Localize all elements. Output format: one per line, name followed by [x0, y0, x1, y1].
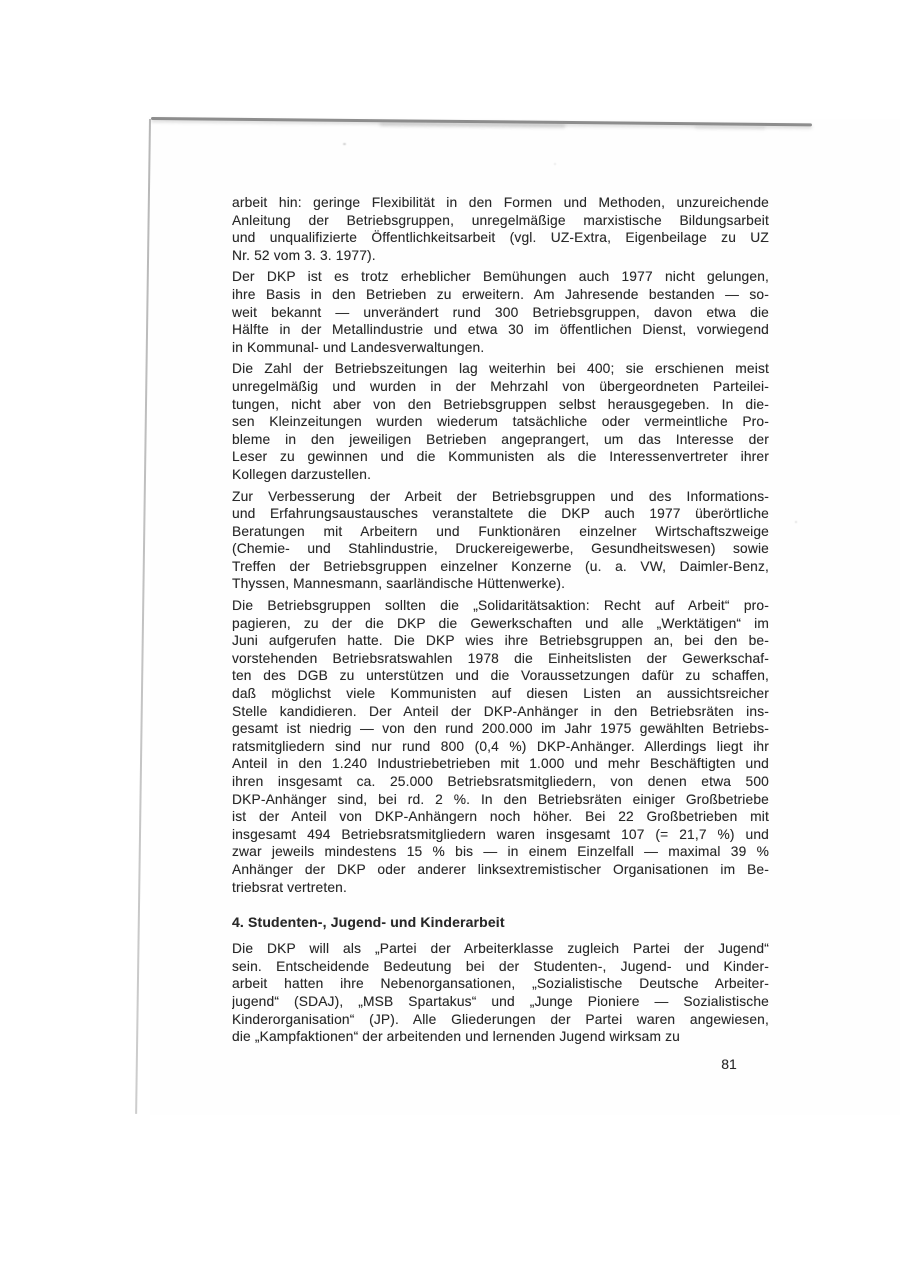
paragraph	[232, 360, 769, 483]
text-line: triebsrat vertreten.	[232, 879, 347, 895]
text-line: unregelmäßig und wurden in der Mehrzahl von übergeordneten Parteilei-	[232, 378, 769, 394]
text-line: DKP-Anhänger sind, bei rd. 2 %. In den Betriebsräten einiger Großbetriebe	[232, 791, 769, 807]
scan-speck	[554, 163, 556, 165]
text-line: arbeit hatten ihre Nebenorgansationen, „Sozialistische Deutsche Arbeiter-	[232, 976, 769, 992]
text-line: Anteil in den 1.240 Industriebetrieben mit 1.000 und mehr Beschäftigten und	[232, 756, 769, 772]
text-line: weit bekannt — unverändert rund 300 Betriebsgruppen, davon etwa die	[232, 304, 769, 320]
text-line: insgesamt 494 Betriebsratsmitgliedern waren insgesamt 107 (= 21,7 %) und	[232, 826, 769, 842]
text-line: Kinderorganisation“ (JP). Alle Gliederungen der Partei waren angewiesen,	[232, 1011, 769, 1027]
text-line: Hälfte in der Metallindustrie und etwa 30 im öffentlichen Dienst, vorwiegend	[232, 322, 769, 338]
text-line: jugend“ (SDAJ), „MSB Spartakus“ und „Junge Pioniere — Sozialistische	[232, 993, 769, 1009]
text-line: Juni aufgerufen hatte. Die DKP wies ihre Betriebsgruppen an, bei den be-	[232, 633, 769, 649]
page-left-edge-line	[135, 119, 151, 1114]
text-line: (Chemie- und Stahlindustrie, Druckereigewerbe, Gesundheitswesen) sowie	[232, 541, 769, 557]
text-line: sen Kleinzeitungen wurden wiederum tatsächliche oder vermeintliche Pro-	[232, 414, 769, 430]
text-line: Nr. 52 vom 3. 3. 1977).	[232, 247, 376, 263]
text-line: Die Zahl der Betriebszeitungen lag weiterhin bei 400; sie erschienen meist	[232, 361, 769, 377]
text-line: ihren insgesamt ca. 25.000 Betriebsratsmitgliedern, von denen etwa 500	[232, 774, 769, 789]
text-line: Thyssen, Mannesmann, saarländische Hüttenwerke).	[232, 576, 566, 592]
text-line: bleme in den jeweiligen Betrieben angeprangert, um das Interesse der	[232, 431, 769, 447]
text-line: Beratungen mit Arbeitern und Funktionären einzelner Wirtschaftszweige	[232, 523, 769, 539]
text-line: Anhänger der DKP oder anderer linksextremistischer Organisationen im Be-	[232, 861, 769, 877]
text-line: pagieren, zu der die DKP die Gewerkschaften und alle „Werktätigen“ im	[232, 615, 769, 631]
text-line: zwar jeweils mindestens 15 % bis — in einem Einzelfall — maximal 39 %	[232, 844, 769, 860]
text-line: die „Kampfaktionen“ der arbeitenden und lernenden Jugend wirksam zu	[232, 1029, 680, 1045]
paragraph	[232, 194, 769, 264]
paragraph	[232, 597, 769, 896]
text-line: Der DKP ist es trotz erheblicher Bemühungen auch 1977 nicht gelungen,	[232, 269, 769, 285]
text-line: arbeit hin: geringe Flexibilität in den Formen und Methoden, unzureichende	[232, 195, 769, 210]
text-line: Stelle kandidieren. Der Anteil der DKP-Anhänger in den Betriebsräten ins-	[232, 703, 769, 719]
text-line: sein. Entscheidende Bedeutung bei der Studenten-, Jugend- und Kinder-	[232, 958, 769, 974]
scan-speck	[795, 521, 797, 523]
text-line: Die Betriebsgruppen sollten die „Solidaritätsaktion: Recht auf Arbeit“ pro-	[232, 598, 769, 614]
paragraph	[232, 488, 769, 594]
text-line: ist der Anteil von DKP-Anhängern noch höher. Bei 22 Großbetrieben mit	[232, 809, 769, 825]
text-line: ratsmitgliedern sind nur rund 800 (0,4 %) DKP-Anhänger. Allerdings liegt ihr	[232, 738, 769, 754]
paragraph	[232, 268, 769, 356]
page-number: 81	[721, 1056, 737, 1072]
text-line: Die DKP will als „Partei der Arbeiterklasse zugleich Partei der Jugend“	[232, 941, 769, 957]
text-line: tungen, nicht aber von den Betriebsgruppen selbst herausgegeben. In die-	[232, 396, 769, 412]
text-line: Zur Verbesserung der Arbeit der Betriebsgruppen und des Informations-	[232, 488, 769, 504]
text-block	[232, 194, 769, 1050]
text-line: in Kommunal- und Landesverwaltungen.	[232, 339, 485, 355]
text-line: vorstehenden Betriebsratswahlen 1978 die Einheitslisten der Gewerkschaf-	[232, 650, 769, 666]
scan-speck	[343, 143, 346, 145]
text-line: Anleitung der Betriebsgruppen, unregelmäßige marxistische Bildungsarbeit	[232, 212, 769, 228]
text-line: ten des DGB zu unterstützen und die Voraussetzungen dafür zu schaffen,	[232, 668, 769, 684]
section-heading: 4. Studenten-, Jugend- und Kinderarbeit	[232, 914, 505, 931]
text-line: Treffen der Betriebsgruppen einzelner Konzerne (u. a. VW, Daimler-Benz,	[232, 558, 769, 574]
text-line: und Erfahrungsaustausches veranstaltete die DKP auch 1977 überörtliche	[232, 506, 769, 522]
paragraph	[232, 940, 769, 1046]
text-line: ihre Basis in den Betrieben zu erweitern. Am Jahresende bestanden — so-	[232, 286, 769, 302]
text-line: und unqualifizierte Öffentlichkeitsarbeit (vgl. UZ-Extra, Eigenbeilage zu UZ	[232, 230, 769, 246]
text-line: gesamt ist niedrig — von den rund 200.000 im Jahr 1975 gewählten Betriebs-	[232, 721, 769, 737]
text-line: Kollegen darzustellen.	[232, 466, 372, 482]
text-line: Leser zu gewinnen und die Kommunisten als die Interessenvertreter ihrer	[232, 449, 769, 465]
text-line: daß möglichst viele Kommunisten auf diesen Listen an aussichtsreicher	[232, 686, 769, 702]
